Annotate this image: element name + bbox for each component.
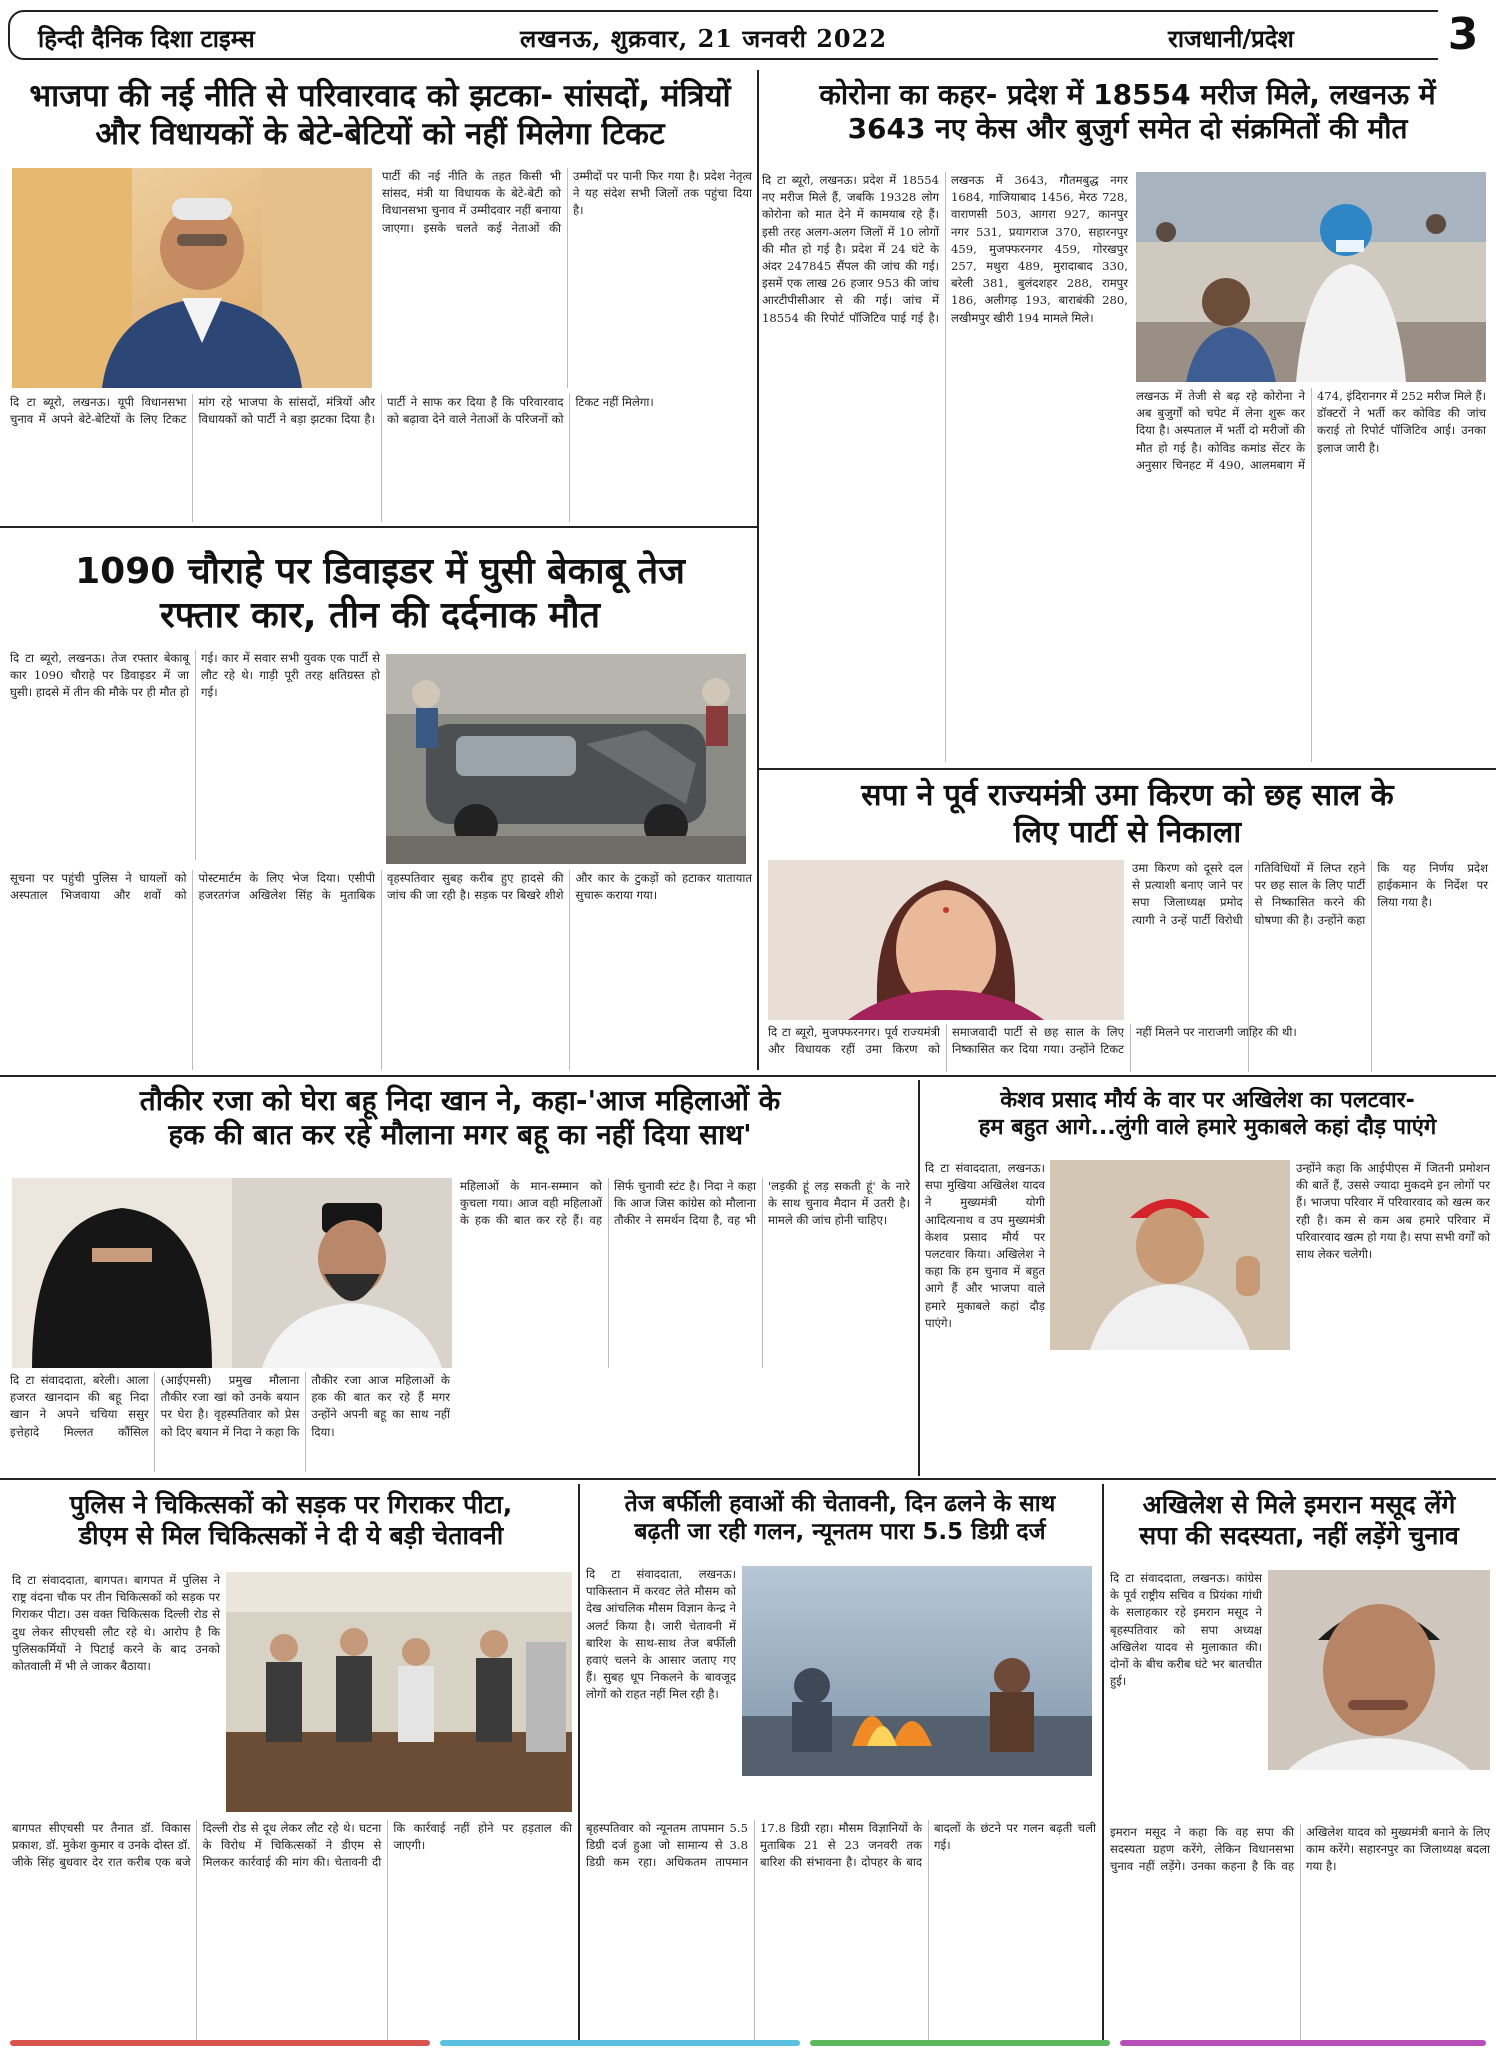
row-divider <box>757 768 1496 770</box>
article-uma-kiran-body-1: दि टा ब्यूरो, मुजफ्फरनगर। पूर्व राज्यमंत्री और विधायक रहीं उमा किरण को समाजवादी पार्टी से छह साल के लिए निष्कासित कर दिया गया। उन्होंने टिकट नहीं मिलने पर नाराजगी जाहिर की थी। <box>768 1025 1297 1057</box>
photo-crash <box>386 654 746 864</box>
page-number: 3 <box>1438 10 1488 60</box>
column-divider <box>757 70 759 1070</box>
photo-doctors-meeting <box>226 1572 572 1812</box>
row-divider <box>0 526 757 528</box>
paper-name: हिन्दी दैनिक दिशा टाइम्स <box>38 24 255 53</box>
headline-nida-khan: तौकीर रजा को घेरा बहू निदा खान ने, कहा-'आज महिलाओं के हक की बात कर रहे मौलाना मगर बहू का नहीं दिया साथ' <box>139 1084 781 1152</box>
headline-doctors: पुलिस ने चिकित्सकों को सड़क पर गिराकर पीटा, डीएम से मिल चिकित्सकों ने दी ये बड़ी चेतावनी <box>69 1490 513 1550</box>
headline-corona: कोरोना का कहर- प्रदेश में 18554 मरीज मिले, लखनऊ में 3643 नए केस और बुजुर्ग समेत दो संक्रमितों की मौत <box>819 78 1436 146</box>
photo-imran-masood <box>1268 1570 1490 1770</box>
article-doctors-body-2: बागपत सीएचसी पर तैनात डॉ. विकास प्रकाश, डॉ. मुकेश कुमार व उनके दोस्त डॉ. जीके सिंह बुधवार देर रात करीब एक बजे दिल्ली रोड से दूध लेकर लौट रहे थे। घटना के विरोध में चिकित्सकों ने डीएम से मिलकर कार्रवाई की मांग की। चेतावनी दी कि कार्रवाई नहीं होने पर हड़ताल की जाएगी। <box>12 1821 572 1870</box>
headline-imran-masood: अखिलेश से मिले इमरान मसूद लेंगे सपा की सदस्यता, नहीं लड़ेंगे चुनाव <box>1139 1490 1459 1550</box>
column-divider <box>578 1484 580 2044</box>
footer-bar-red <box>10 2040 430 2046</box>
photo-akhilesh <box>1050 1160 1290 1350</box>
photo-bonfire <box>742 1566 1092 1776</box>
photo-nida-tauqeer <box>12 1178 452 1368</box>
masthead <box>8 10 1488 60</box>
article-akhilesh-keshav-body-2: उन्होंने कहा कि आईपीएस में जितनी प्रमोशन की बातें हैं, उससे ज्यादा मुकदमे इन लोगों पर हैं। भाजपा परिवार में परिवारवाद को खत्म कर रही है। कम से कम अब हमारे परिवार में परिवारवाद खत्म हो गया है। सपा सभी वर्गों को साथ लेकर चलेगी। <box>1296 1161 1490 1262</box>
photo-nadda <box>12 168 372 388</box>
article-cold-wave-body-1: दि टा संवाददाता, लखनऊ। पाकिस्तान में करवट लेते मौसम को देख आंचलिक मौसम विज्ञान केन्द्र ने अलर्ट किया है। जारी चेतावनी में बारिश के साथ-साथ तेज बर्फीली हवाएं चलने के आसार जताए गए हैं। सुबह धूप निकलने के बावजूद लोगों को राहत नहीं मिल रही है। <box>586 1567 736 1702</box>
article-doctors-body-1: दि टा संवाददाता, बागपत। बागपत में पुलिस ने राष्ट्र वंदना चौक पर तीन चिकित्सकों को सड़क पर गिराकर पीटा। उस वक्त चिकित्सक दिल्ली रोड से दुध लेकर सीएचसी लौट रहे थे। आरोप है कि पुलिसकर्मियों ने पिटाई करने के बाद उनको कोतवाली में भी ले जाकर बैठाया। <box>12 1573 220 1674</box>
article-crash-body-2: सूचना पर पहुंची पुलिस ने घायलों को अस्पताल भिजवाया और शवों को पोस्टमार्टम के लिए भेज दिया। एसीपी हजरतगंज अखिलेश सिंह के मुताबिक वृहस्पतिवार सुबह करीब हुए हादसे की जांच की जा रही है। सड़क पर बिखरे शीशे और कार के टुकड़ों को हटाकर यातायात सुचारू कराया गया। <box>10 871 752 903</box>
article-corona-body-2: लखनऊ में तेजी से बढ़ रहे कोरोना ने अब बुजुर्गों को चपेट में लेना शुरू कर दिया है। अस्पताल में भर्ती दो मरीजों की मौत हो गई है। कोविड कमांड सेंटर के अनुसार चिनहट में 490, आलमबाग में 474, इंदिरानगर में 252 मरीज मिले हैं। डॉक्टरों ने भर्ती कर कोविड की जांच कराई तो रिपोर्ट पॉजिटिव आई। उनका इलाज जारी है। <box>1136 389 1486 472</box>
footer-bar-blue <box>440 2040 800 2046</box>
article-crash-body-1: दि टा ब्यूरो, लखनऊ। तेज रफ्तार बेकाबू कार 1090 चौराहे पर डिवाइडर में जा घुसी। हादसे में तीन की मौके पर ही मौत हो गई। कार में सवार सभी युवक एक पार्टी से लौट रहे थे। गाड़ी पूरी तरह क्षतिग्रस्त हो गई। <box>10 651 380 700</box>
section-title: राजधानी/प्रदेश <box>1168 24 1294 53</box>
article-bjp-body-2: दि टा ब्यूरो, लखनऊ। यूपी विधानसभा चुनाव में अपने बेटे-बेटियों के लिए टिकट मांग रहे भाजपा के सांसदों, मंत्रियों और विधायकों को पार्टी ने बड़ा झटका दिया है। पार्टी ने साफ कर दिया है कि परिवारवाद को बढ़ावा देने वाले नेताओं के परिजनों को टिकट नहीं मिलेगा। <box>10 395 654 427</box>
headline-cold-wave: तेज बर्फीली हवाओं की चेतावनी, दिन ढलने के साथ बढ़ती जा रही गलन, न्यूनतम पारा 5.5 डिग्री दर्ज <box>624 1491 1056 1546</box>
article-corona-body-1: दि टा ब्यूरो, लखनऊ। प्रदेश में 18554 नए मरीज मिले हैं, जबकि 19328 लोग कोरोना को मात देने में कामयाब रहे हैं। इसी तरह अलग-अलग जिलों में 10 लोगों की मौत हो गई है। प्रदेश में 24 घंटे के अंदर 247845 सैंपल की जांच की गई। इसमें एक लाख 26 हजार 953 की जांच आरटीपीसीआर से की गई। जांच में 18554 की रिपोर्ट पॉजिटिव पाई गई है। लखनऊ में 3643, गौतमबुद्ध नगर 1684, गाजियाबाद 1456, मेरठ 728, वाराणसी 503, आगरा 927, कानपुर नगर 531, प्रयागराज 370, सहारनपुर 459, मुजफ्फरनगर 459, गोरखपुर 257, मथुरा 489, मुरादाबाद 330, बरेली 381, बुलंदशहर 288, रामपुर 186, अलीगढ़ 193, बाराबंकी 280, लखीमपुर खीरी 194 मामले मिले। <box>762 173 1128 325</box>
article-akhilesh-keshav-body-1: दि टा संवाददाता, लखनऊ। सपा मुखिया अखिलेश यादव ने मुख्यमंत्री योगी आदित्यनाथ व उप मुख्यमंत्री केशव प्रसाद मौर्य पर पलटवार किया। अखिलेश ने कहा कि हम चुनाव में बहुत आगे हैं और भाजपा वाले हमारे मुकाबले कहां दौड़ पाएंगे। <box>925 1161 1045 1330</box>
article-bjp-body-1: पार्टी की नई नीति के तहत किसी भी सांसद, मंत्री या विधायक के बेटे-बेटी को विधानसभा चुनाव में उम्मीदवार नहीं बनाया जाएगा। इसके चलते कई नेताओं की उम्मीदों पर पानी फिर गया है। प्रदेश नेतृत्व ने यह संदेश सभी जिलों तक पहुंचा दिया है। <box>382 169 752 235</box>
row-divider <box>0 1478 1496 1480</box>
footer-bar-purple <box>1120 2040 1486 2046</box>
article-uma-kiran-body-2: उमा किरण को दूसरे दल से प्रत्याशी बनाए जाने पर सपा जिलाध्यक्ष प्रमोद त्यागी ने उन्हें पार्टी विरोधी गतिविधियों में लिप्त रहने पर छह साल के लिए पार्टी से निष्कासित करने की घोषणा की है। उन्होंने कहा कि यह निर्णय प्रदेश हाईकमान के निर्देश पर लिया गया है। <box>1132 861 1488 927</box>
headline-bjp: भाजपा की नई नीति से परिवारवाद को झटका- सांसदों, मंत्रियों और विधायकों के बेटे-बेटियों को नहीं मिलेगा टिकट <box>29 78 731 152</box>
article-nida-khan-body-2: दि टा संवाददाता, बरेली। आला हजरत खानदान की बहू निदा खान ने अपने चचिया ससुर इत्तेहादे मिल्लत कौंसिल (आईएमसी) प्रमुख मौलाना तौकीर रजा खां को उनके बयान पर घेरा है। वृहस्पतिवार को प्रेस को दिए बयान में निदा ने कहा कि तौकीर रजा आज महिलाओं के हक की बात कर रहे हैं मगर उन्होंने अपनी बहू का साथ नहीं दिया। <box>10 1373 450 1439</box>
article-imran-masood-body-2: इमरान मसूद ने कहा कि वह सपा की सदस्यता ग्रहण करेंगे, लेकिन विधानसभा चुनाव नहीं लड़ेंगे। उनका कहना है कि वह अखिलेश यादव को मुख्यमंत्री बनाने के लिए काम करेंगे। सहारनपुर का जिलाध्यक्ष बदला गया है। <box>1110 1825 1490 1874</box>
headline-uma-kiran: सपा ने पूर्व राज्यमंत्री उमा किरण को छह साल के लिए पार्टी से निकाला <box>861 778 1394 850</box>
article-imran-masood-body-1: दि टा संवाददाता, लखनऊ। कांग्रेस के पूर्व राष्ट्रीय सचिव व प्रियंका गांधी के सलाहकार रहे इमरान मसूद ने बृहस्पतिवार को सपा अध्यक्ष अखिलेश यादव से मुलाकात की। दोनों के बीच करीब घंटे भर बातचीत हुई। <box>1110 1571 1262 1689</box>
headline-crash: 1090 चौराहे पर डिवाइडर में घुसी बेकाबू तेज रफ्तार कार, तीन की दर्दनाक मौत <box>75 551 685 636</box>
dateline: लखनऊ, शुक्रवार, 21 जनवरी 2022 <box>520 24 888 53</box>
headline-akhilesh-keshav: केशव प्रसाद मौर्य के वार पर अखिलेश का पलटवार- हम बहुत आगे...लुंगी वाले हमारे मुकाबले कहां दौड़ पाएंगे <box>978 1088 1437 1140</box>
footer-bar-green <box>810 2040 1110 2046</box>
column-divider <box>1102 1484 1104 2044</box>
row-divider <box>0 1075 1496 1077</box>
article-cold-wave-body-2: बृहस्पतिवार को न्यूनतम तापमान 5.5 डिग्री दर्ज हुआ जो सामान्य से 3.8 डिग्री कम रहा। अधिकतम तापमान 17.8 डिग्री रहा। मौसम विज्ञानियों के मुताबिक 21 से 23 जनवरी तक बारिश की संभावना है। दोपहर के बाद बादलों के छंटने पर गलन बढ़ती चली गई। <box>586 1821 1096 1870</box>
article-nida-khan-body-1: महिलाओं के मान-सम्मान को कुचला गया। आज वही महिलाओं के हक की बात कर रहे हैं। वह सिर्फ चुनावी स्टंट है। निदा ने कहा कि आज जिस कांग्रेस को मौलाना तौकीर ने समर्थन दिया है, वह भी 'लड़की हूं लड़ सकती हूं' के नारे के साथ चुनाव मैदान में उतरी है। मामले की जांच होनी चाहिए। <box>460 1179 910 1228</box>
photo-uma-kiran <box>768 860 1124 1020</box>
column-divider <box>918 1080 920 1476</box>
photo-covid-test <box>1136 172 1486 382</box>
